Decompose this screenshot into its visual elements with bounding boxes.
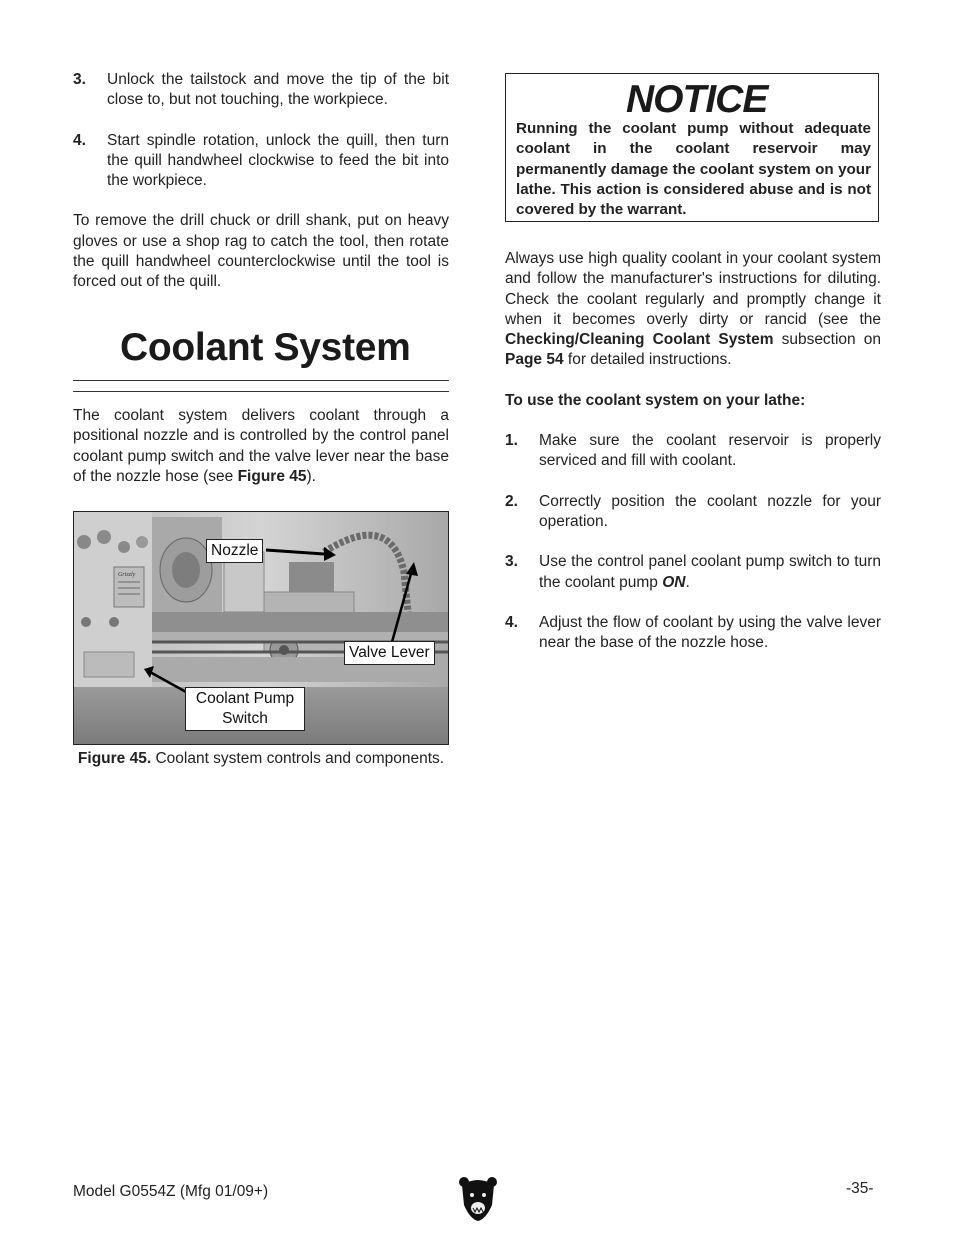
- caption-text: Coolant system controls and components.: [151, 750, 445, 767]
- callout-nozzle: Nozzle: [206, 539, 263, 563]
- coolant-text: Always use high quality coolant in your coolant system and follow the manufacturer's instructions for diluting. Check the coolant regularly and promptly change it when it becomes overly dirty or rancid (see the: [505, 250, 881, 328]
- footer-model: Model G0554Z (Mfg 01/09+): [73, 1183, 269, 1200]
- coolant-section-ref: Checking/Cleaning Coolant System: [505, 331, 774, 349]
- use-step-2: [505, 492, 881, 533]
- step-text: Unlock the tailstock and move the tip of the bit close to, but not touching, the workpiece.: [107, 71, 449, 109]
- step-number: 3.: [73, 71, 86, 88]
- step-3: [73, 70, 449, 111]
- notice-box: [505, 73, 879, 222]
- callout-coolant-pump-switch: Coolant Pump Switch: [185, 687, 305, 731]
- use-step-1: [505, 431, 881, 472]
- step-text: Correctly position the coolant nozzle for your operation.: [539, 492, 881, 530]
- use-step-4: [505, 613, 881, 654]
- intro-text-end: ).: [306, 467, 316, 485]
- figure-45: [73, 511, 449, 745]
- callout-valve-lever: Valve Lever: [344, 641, 435, 665]
- step-number: 4.: [505, 613, 518, 631]
- coolant-page-ref: Page 54: [505, 351, 564, 369]
- step-text: Make sure the coolant reservoir is properly serviced and fill with coolant.: [539, 432, 881, 470]
- coolant-paragraph: [505, 249, 881, 371]
- step-4: [73, 131, 449, 192]
- notice-text: Running the coolant pump without adequate coolant in the coolant reservoir may permanently damage the coolant system on your lathe. This action is considered abuse and is not covered by the warrant.: [516, 120, 871, 219]
- step-number: 1.: [505, 432, 518, 450]
- bear-logo-icon: [458, 1175, 498, 1223]
- notice-title: NOTICE: [626, 78, 768, 121]
- step-text-end: .: [685, 573, 690, 591]
- section-rule-bottom: [73, 391, 449, 392]
- step-on-label: ON: [662, 573, 686, 591]
- step-number: 4.: [73, 131, 86, 149]
- caption-label: Figure 45.: [77, 750, 152, 767]
- step-number: 3.: [505, 553, 518, 571]
- step-number: 2.: [505, 492, 518, 510]
- page-number: -35-: [846, 1180, 874, 1197]
- step-text: Start spindle rotation, unlock the quill, then turn the quill handwheel clockwise to feed the bit into the workpiece.: [107, 131, 449, 190]
- remove-paragraph: To remove the drill chuck or drill shank, put on heavy gloves or use a shop rag to catch the tool, then rotate the quill handwheel counterclockwise until the tool is forced out of the quill.: [73, 212, 449, 291]
- brand-plate: Grizzly: [118, 572, 136, 578]
- coolant-text-3: for detailed instructions.: [563, 351, 732, 369]
- step-text: Use the control panel coolant pump switch to turn the coolant pump: [539, 553, 881, 591]
- use-step-3: [505, 552, 881, 593]
- section-rule-top: [73, 380, 449, 381]
- step-text: Adjust the flow of coolant by using the valve lever near the base of the nozzle hose.: [539, 613, 881, 652]
- use-heading: To use the coolant system on your lathe:: [505, 391, 806, 409]
- coolant-text-2: subsection on: [773, 331, 881, 349]
- intro-text: The coolant system delivers coolant through a positional nozzle and is controlled by the control panel coolant pump switch and the valve lever near the base of the nozzle hose (see: [73, 407, 449, 485]
- section-title: Coolant System: [120, 326, 411, 369]
- intro-paragraph: [73, 406, 449, 487]
- figure-reference: Figure 45: [237, 467, 307, 485]
- right-body: [505, 249, 881, 653]
- left-steps-top: [73, 70, 449, 293]
- figure-caption: [73, 749, 449, 769]
